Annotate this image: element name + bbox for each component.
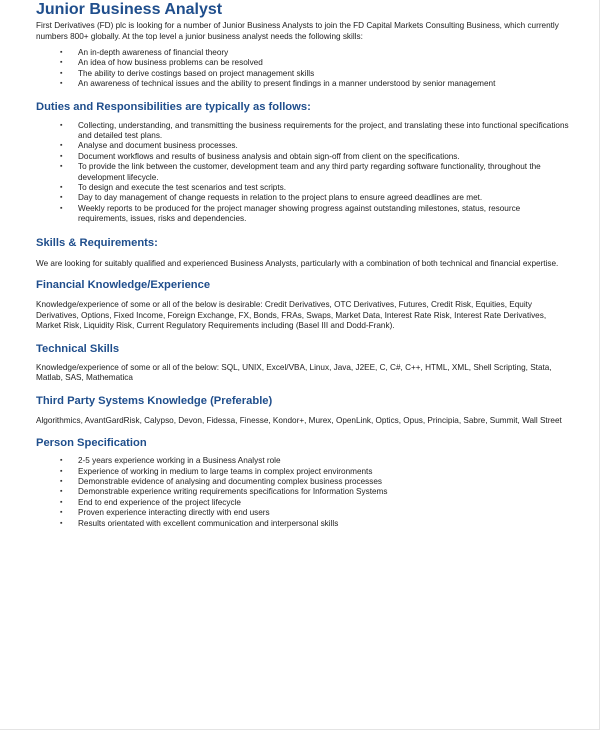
intro-skills-list: [36, 48, 569, 90]
financial-heading: Financial Knowledge/Experience: [36, 279, 211, 292]
duties-heading: Duties and Responsibilities are typically as follows:: [36, 100, 311, 113]
list-item: ▪ Demonstrable evidence of analysing and documenting complex business processes: [78, 477, 569, 487]
list-item: ▪ Demonstrable experience writing requirements specifications for Information Systems: [78, 487, 569, 497]
list-item: ▪ Document workflows and results of business analysis and obtain sign-off from client on the specifications.: [78, 152, 569, 162]
list-item: ▪ To design and execute the test scenarios and test scripts.: [78, 183, 569, 193]
list-item: ▪ Results orientated with excellent communication and interpersonal skills: [78, 519, 569, 529]
duties-list: [36, 121, 569, 225]
list-item: ▪ An awareness of technical issues and the ability to present findings in a manner understood by senior management: [78, 79, 569, 89]
third-party-heading: Third Party Systems Knowledge (Preferable): [36, 394, 273, 407]
list-item: ▪ The ability to derive costings based on project management skills: [78, 69, 569, 79]
list-item: ▪ Experience of working in medium to large teams in complex project environments: [78, 467, 569, 477]
list-item: ▪ Collecting, understanding, and transmitting the business requirements for the project, and translating these into functional specifications and detailed test plans.: [78, 121, 569, 142]
skills-paragraph: We are looking for suitably qualified and experienced Business Analysts, particularly with a combination of both technical and financial expertise.: [36, 258, 559, 268]
list-item: ▪ End to end experience of the project lifecycle: [78, 498, 569, 508]
person-spec-list: [36, 456, 569, 529]
third-party-paragraph: Algorithmics, AvantGardRisk, Calypso, Devon, Fidessa, Finesse, Kondor+, Murex, OpenLink, Optics, Opus, Principia, Sabre, Summit, Wall Street: [36, 415, 562, 425]
list-item: ▪ Proven experience interacting directly with end users: [78, 508, 569, 518]
list-item: ▪ Day to day management of change requests in relation to the project plans to ensure agreed deadlines are met.: [78, 193, 569, 203]
page-title: Junior Business Analyst: [36, 1, 223, 18]
financial-paragraph: Knowledge/experience of some or all of the below is desirable: Credit Derivatives, OTC Derivatives, Futures, Credit Risk, Equities, Equity Derivatives, Options, Fixed Income, Foreign Exchange, FX, Bonds, FRAs, Swaps, Market Data, Interest Rate Risk, Interest Rate Derivatives, Market Risk, Liquidity Risk, Current Regulatory Requirements including (Basel III and Dodd-Frank).: [36, 300, 547, 331]
list-item: ▪ Weekly reports to be produced for the project manager showing progress against outstanding milestones, status, resource requirements, issues, risks and dependencies.: [78, 204, 569, 225]
list-item: ▪ 2-5 years experience working in a Business Analyst role: [78, 456, 569, 466]
list-item: ▪ An idea of how business problems can be resolved: [78, 58, 569, 68]
list-item: ▪ To provide the link between the customer, development team and any third party regarding software functionality, throughout the development lifecycle.: [78, 162, 569, 183]
skills-heading: Skills & Requirements:: [36, 236, 158, 249]
list-item: ▪ Analyse and document business processes.: [78, 141, 569, 151]
intro-paragraph: First Derivatives (FD) plc is looking for a number of Junior Business Analysts to join the FD Capital Markets Consulting Business, which currently numbers 800+ globally. At the top level a junior business analyst needs the following skills:: [36, 21, 559, 41]
technical-heading: Technical Skills: [36, 342, 120, 355]
technical-paragraph: Knowledge/experience of some or all of the below: SQL, UNIX, Excel/VBA, Linux, Java, J2EE, C, C#, C++, HTML, XML, Shell Scripting, Stata, Matlab, SAS, Mathematica: [36, 362, 552, 383]
list-item: ▪ An in-depth awareness of financial theory: [78, 48, 569, 58]
person-spec-heading: Person Specification: [36, 437, 147, 450]
